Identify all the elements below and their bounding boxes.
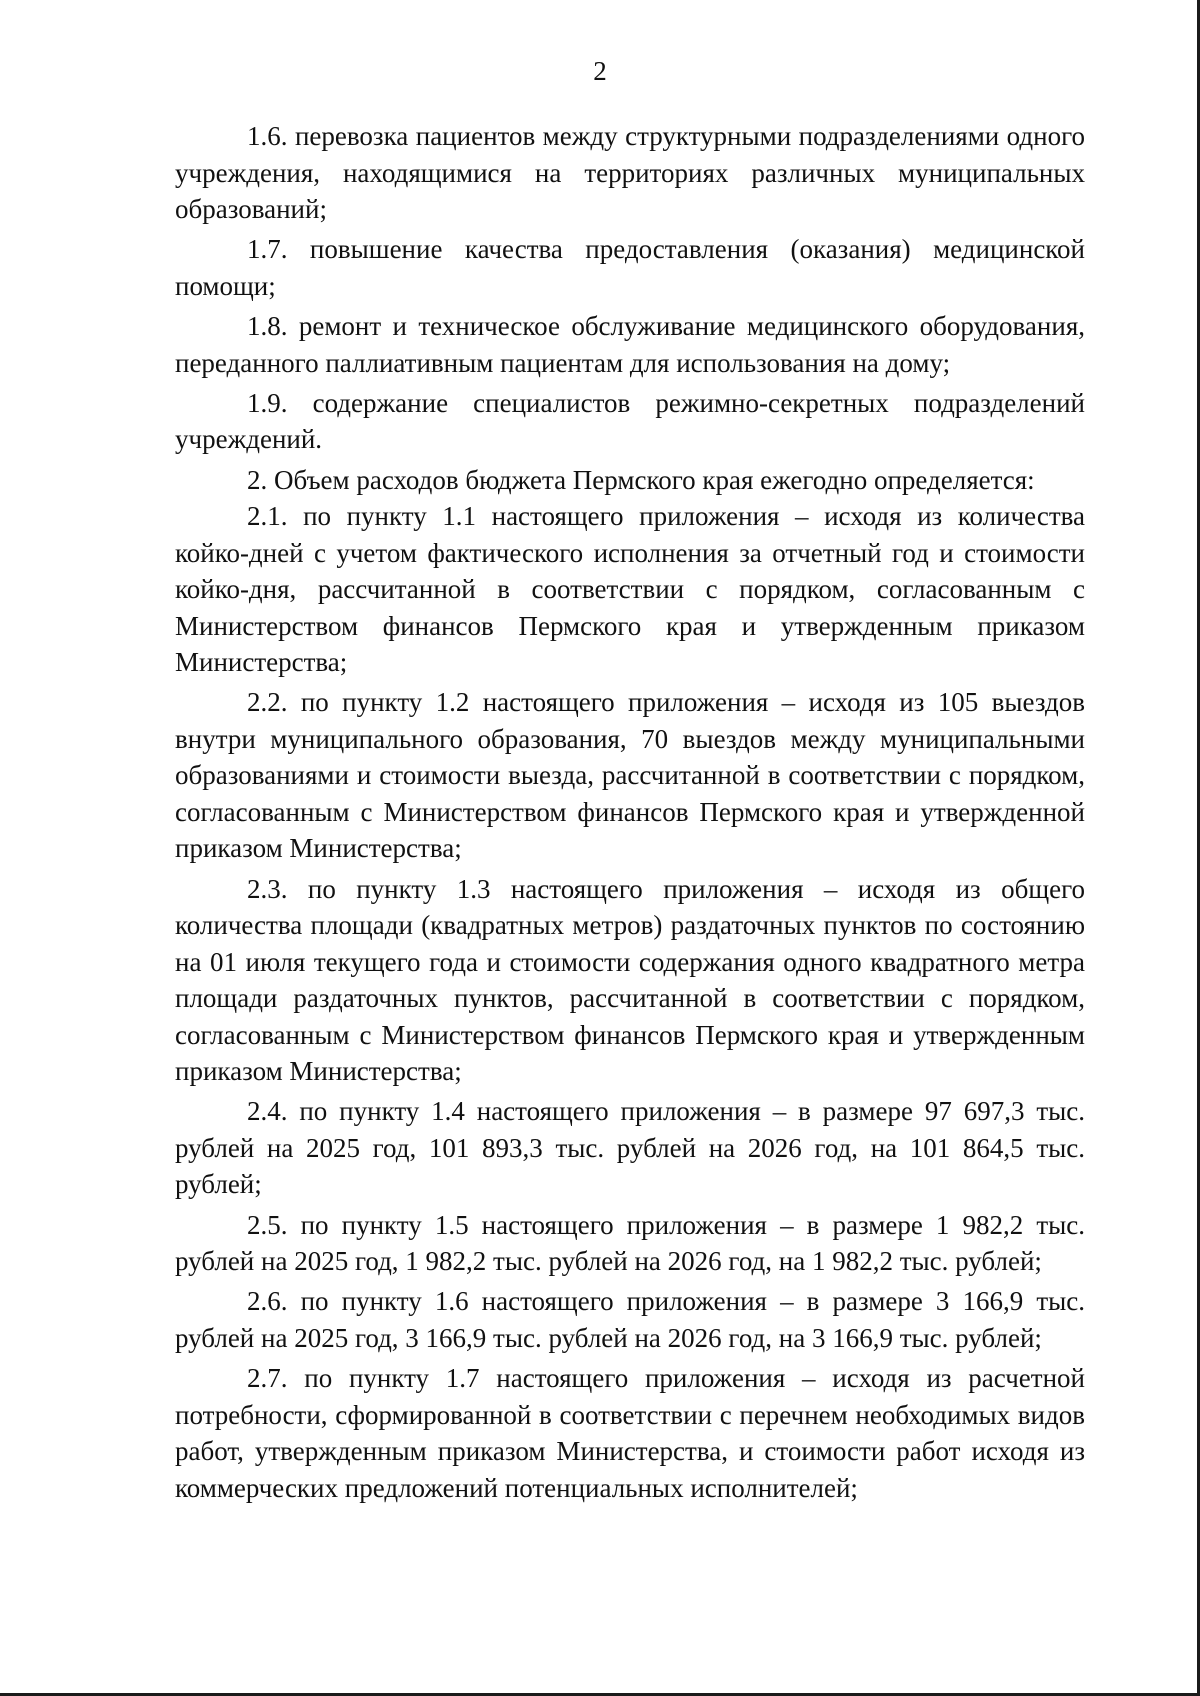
paragraph-2-2: 2.2. по пункту 1.2 настоящего приложения – исходя из 105 выездов внутри муниципального образования, 70 выездов между муниципальными образованиями и стоимости выезда, рассчитанной в соответствии с порядком, согласованным с Министерством финансов Пермского края и утвержденной приказом Министерства; xyxy=(175,687,1085,864)
page-number: 2 xyxy=(593,56,607,86)
paragraph-1-6: 1.6. перевозка пациентов между структурными подразделениями одного учреждения, находящимися на территориях различных муниципальных образований; xyxy=(175,121,1085,224)
paragraph-1-9: 1.9. содержание специалистов режимно-секретных подразделений учреждений. xyxy=(175,387,1085,455)
paragraph-2-4: 2.4. по пункту 1.4 настоящего приложения – в размере 97 697,3 тыс. рублей на 2025 год, 101 893,3 тыс. рублей на 2026 год, на 101 864,5 тыс. рублей; xyxy=(175,1096,1085,1200)
paragraph-2-1: 2.1. по пункту 1.1 настоящего приложения – исходя из количества койко-дней с учетом фактического исполнения за отчетный год и стоимости койко-дня, рассчитанной в соответствии с порядком, согласованным с Министерством финансов Пермского края и утвержденным приказом Министерства; xyxy=(175,501,1085,678)
paragraph-2-6: 2.6. по пункту 1.6 настоящего приложения – в размере 3 166,9 тыс. рублей на 2025 год, 3 166,9 тыс. рублей на 2026 год, на 3 166,9 тыс. рублей; xyxy=(175,1286,1085,1353)
paragraph-1-7: 1.7. повышение качества предоставления (оказания) медицинской помощи; xyxy=(175,234,1085,301)
document-body xyxy=(175,118,1085,1510)
paragraph-2-3: 2.3. по пункту 1.3 настоящего приложения – исходя из общего количества площади (квадратных метров) раздаточных пунктов по состоянию на 01 июля текущего года и стоимости содержания одного квадратного метра площади раздаточных пунктов, рассчитанной в соответствии с порядком, согласованным с Министерством финансов Пермского края и утвержденным приказом Министерства; xyxy=(175,873,1085,1087)
paragraph-2-5: 2.5. по пункту 1.5 настоящего приложения – в размере 1 982,2 тыс. рублей на 2025 год, 1 982,2 тыс. рублей на 2026 год, на 1 982,2 тыс. рублей; xyxy=(175,1209,1085,1277)
paragraph-2: 2. Объем расходов бюджета Пермского края ежегодно определяется: xyxy=(247,464,1035,495)
paragraph-1-8: 1.8. ремонт и техническое обслуживание медицинского оборудования, переданного паллиативным пациентам для использования на дому; xyxy=(175,311,1085,378)
paragraph-2-7: 2.7. по пункту 1.7 настоящего приложения – исходя из расчетной потребности, сформированной в соответствии с перечнем необходимых видов работ, утвержденным приказом Министерства, и стоимости работ исходя из коммерческих предложений потенциальных исполнителей; xyxy=(175,1363,1085,1503)
